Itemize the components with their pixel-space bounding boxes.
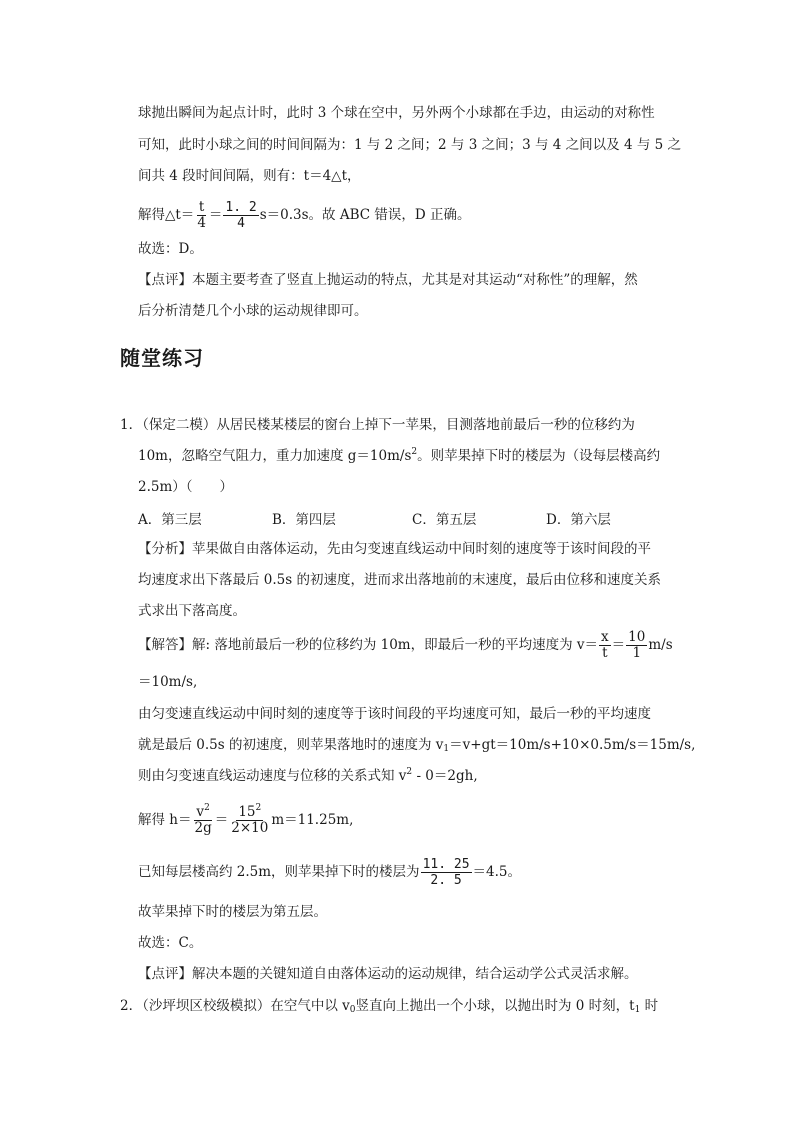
equation-text: m＝11.25m,	[271, 812, 354, 828]
equation-text: ＝	[611, 637, 626, 653]
equation-text: ＝	[208, 207, 223, 223]
fraction	[193, 805, 214, 836]
question-1-stem	[138, 447, 660, 465]
superscript: 2	[406, 767, 413, 777]
fraction	[229, 805, 270, 836]
height-equation	[138, 800, 353, 840]
equation-text: 【解答】解: 落地前最后一秒的位移约为 10m，即最后一秒的平均速度为 v＝	[138, 637, 599, 653]
option-b[interactable]: B．第四层	[272, 512, 336, 528]
analysis-line: 【分析】苹果做自由落体运动，先由匀变速直线运动中间时刻的速度等于该时间段的平	[138, 541, 651, 557]
fraction-numerator: 11. 25	[422, 857, 470, 872]
stem-text: 时	[640, 998, 659, 1014]
answer-line	[138, 736, 695, 754]
answer-text: - 0＝2gh,	[412, 768, 478, 784]
equation-text: 解得 h＝	[138, 812, 192, 828]
fraction	[626, 630, 647, 661]
comment-line: 【点评】本题主要考查了竖直上抛运动的特点，尤其是对其运动“对称性”的理解，然	[138, 272, 638, 288]
option-d[interactable]: D．第六层	[546, 512, 611, 528]
fraction-numerator: 1. 2	[225, 200, 257, 215]
fraction	[421, 857, 472, 888]
comment-line: 【点评】解决本题的关键知道自由落体运动的运动规律，结合运动学公式灵活求解。	[138, 966, 638, 982]
question-1-options	[138, 508, 658, 526]
stem-text: 。则苹果掉下时的楼层为（设每层楼高约	[417, 448, 661, 464]
answer-text: 则由匀变速直线运动速度与位移的关系式知 v	[138, 768, 407, 784]
question-1-stem: 1．（保定二模）从居民楼某楼层的窗台上掉下一苹果，目测落地前最后一秒的位移约为	[120, 417, 635, 433]
fraction-denominator: t	[602, 645, 608, 661]
equation-text: 解得△t＝	[138, 207, 195, 223]
answer-line	[138, 767, 478, 785]
equation-text: m/s	[648, 637, 673, 653]
answer-choice: 故选：C。	[138, 935, 203, 951]
answer-equation	[138, 628, 673, 662]
fraction-numerator: x	[601, 629, 609, 645]
answer-text: 就是最后 0.5s 的初速度，则苹果落地时的速度为 v	[138, 737, 444, 753]
fraction	[599, 630, 611, 661]
solution-equation	[138, 198, 471, 232]
section-title: 随堂练习	[120, 346, 204, 370]
subscript: 1	[634, 1005, 641, 1015]
question-2-stem	[120, 997, 658, 1015]
fraction	[223, 200, 258, 231]
paragraph-line: 间共 4 段时间间隔，则有：t＝4△t，	[138, 168, 361, 184]
option-c[interactable]: C．第五层	[412, 512, 477, 528]
fraction-numerator	[236, 805, 263, 821]
subscript: 0	[349, 1005, 356, 1015]
superscript: 2	[255, 803, 262, 813]
equation-text: ＝4.5。	[472, 864, 522, 880]
comment-line: 后分析清楚几个小球的运动规律即可。	[138, 303, 368, 319]
stem-text: 竖直向上抛出一个小球，以抛出时为 0 时刻，t	[355, 998, 635, 1014]
fraction-denominator: 4	[237, 216, 245, 231]
fraction-denominator: 1	[632, 645, 642, 661]
paragraph-line: 可知，此时小球之间的时间间隔为：1 与 2 之间；2 与 3 之间；3 与 4 之间以及 4 与 5 之	[138, 137, 681, 153]
numerator-base: v	[196, 804, 205, 820]
fraction-denominator: 4	[197, 215, 206, 231]
stem-text: 2．（沙坪坝区校级模拟）在空气中以 v	[120, 998, 350, 1014]
option-a[interactable]: A．第三层	[138, 512, 202, 528]
numerator-base: 15	[238, 804, 256, 820]
analysis-line: 式求出下落高度。	[138, 603, 246, 619]
fraction-denominator: 2×10	[231, 820, 269, 836]
superscript: 2	[204, 803, 210, 813]
equation-text: 已知每层楼高约 2.5m，则苹果掉下时的楼层为	[138, 864, 420, 880]
fraction-numerator: 10	[628, 629, 646, 645]
answer-line: 由匀变速直线运动中间时刻的速度等于该时间段的平均速度可知，最后一秒的平均速度	[138, 706, 651, 722]
question-1-stem: 2.5m）（ ）	[138, 479, 234, 495]
analysis-line: 均速度求出下落最后 0.5s 的初速度，进而求出落地前的末速度，最后由位移和速度关系	[138, 572, 661, 588]
fraction-numerator	[194, 805, 211, 821]
equation-text: s＝0.3s。故 ABC 错误，D 正确。	[259, 207, 471, 223]
fraction-denominator: 2g	[194, 820, 212, 836]
subscript: 1	[443, 744, 450, 754]
floor-equation	[138, 852, 521, 892]
conclusion-line: 故苹果掉下时的楼层为第五层。	[138, 904, 327, 920]
paragraph-line: 球抛出瞬间为起点计时，此时 3 个球在空中，另外两个小球都在手边，由运动的对称性	[138, 105, 655, 121]
stem-text: 10m，忽略空气阻力，重力加速度 g＝10m/s	[138, 448, 412, 464]
answer-line: ＝10m/s,	[138, 674, 198, 690]
answer-choice: 故选：D。	[138, 241, 203, 257]
fraction-denominator: 2. 5	[430, 873, 462, 888]
equation-text: ＝	[214, 812, 229, 828]
answer-text: ＝v+gt＝10m/s+10×0.5m/s＝15m/s,	[449, 737, 696, 753]
fraction	[195, 200, 208, 231]
fraction-numerator: t	[198, 199, 205, 215]
superscript: 2	[411, 447, 418, 457]
